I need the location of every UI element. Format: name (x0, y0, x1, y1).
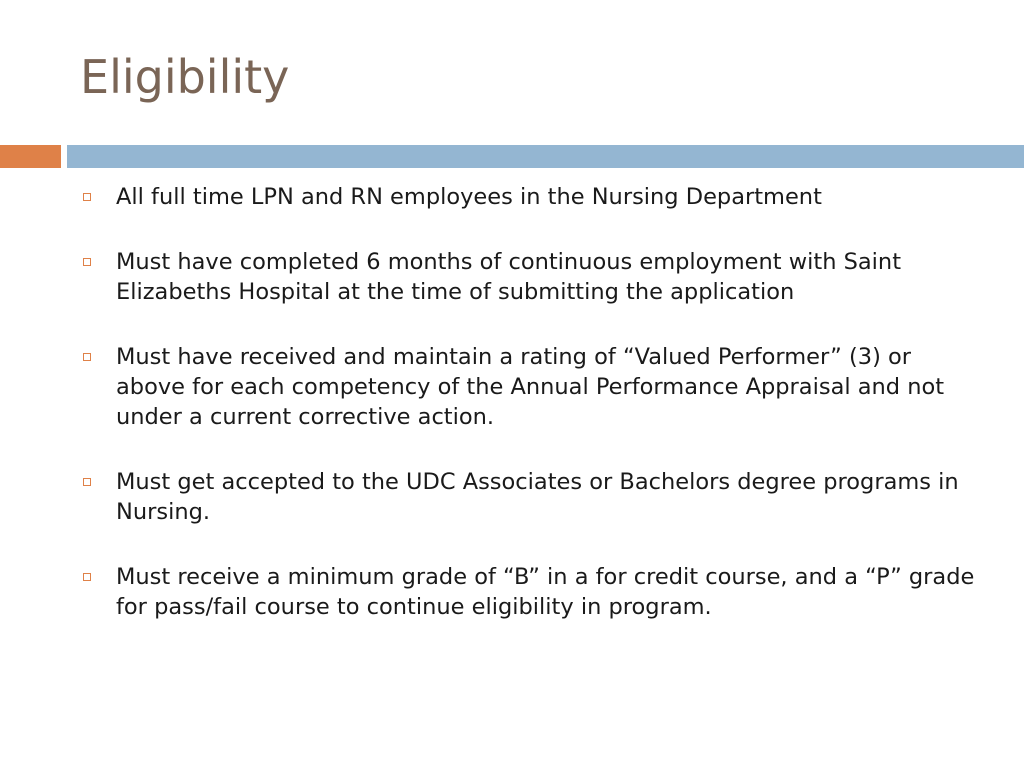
hollow-square-bullet-icon (83, 353, 91, 361)
hollow-square-bullet-icon (83, 193, 91, 201)
bullet-list (80, 182, 980, 657)
bullet-item (80, 467, 980, 527)
bullet-item (80, 182, 980, 212)
accent-bar (0, 145, 61, 168)
slide-title: Eligibility (80, 50, 290, 104)
bullet-text: All full time LPN and RN employees in the Nursing Department (116, 184, 822, 210)
bullet-text: Must receive a minimum grade of “B” in a for credit course, and a “P” grade for pass/fail course to continue eligibility in program. (116, 564, 975, 620)
hollow-square-bullet-icon (83, 573, 91, 581)
bullet-text: Must get accepted to the UDC Associates or Bachelors degree programs in Nursing. (116, 469, 959, 525)
bullet-text: Must have received and maintain a rating of “Valued Performer” (3) or above for each competency of the Annual Performance Appraisal and not under a current corrective action. (116, 344, 945, 430)
bullet-text: Must have completed 6 months of continuous employment with Saint Elizabeths Hospital at the time of submitting the application (116, 249, 902, 305)
hollow-square-bullet-icon (83, 258, 91, 266)
bullet-item (80, 342, 980, 432)
bullet-item (80, 562, 980, 622)
bullet-item (80, 247, 980, 307)
hollow-square-bullet-icon (83, 478, 91, 486)
title-rule-bar (67, 145, 1024, 168)
